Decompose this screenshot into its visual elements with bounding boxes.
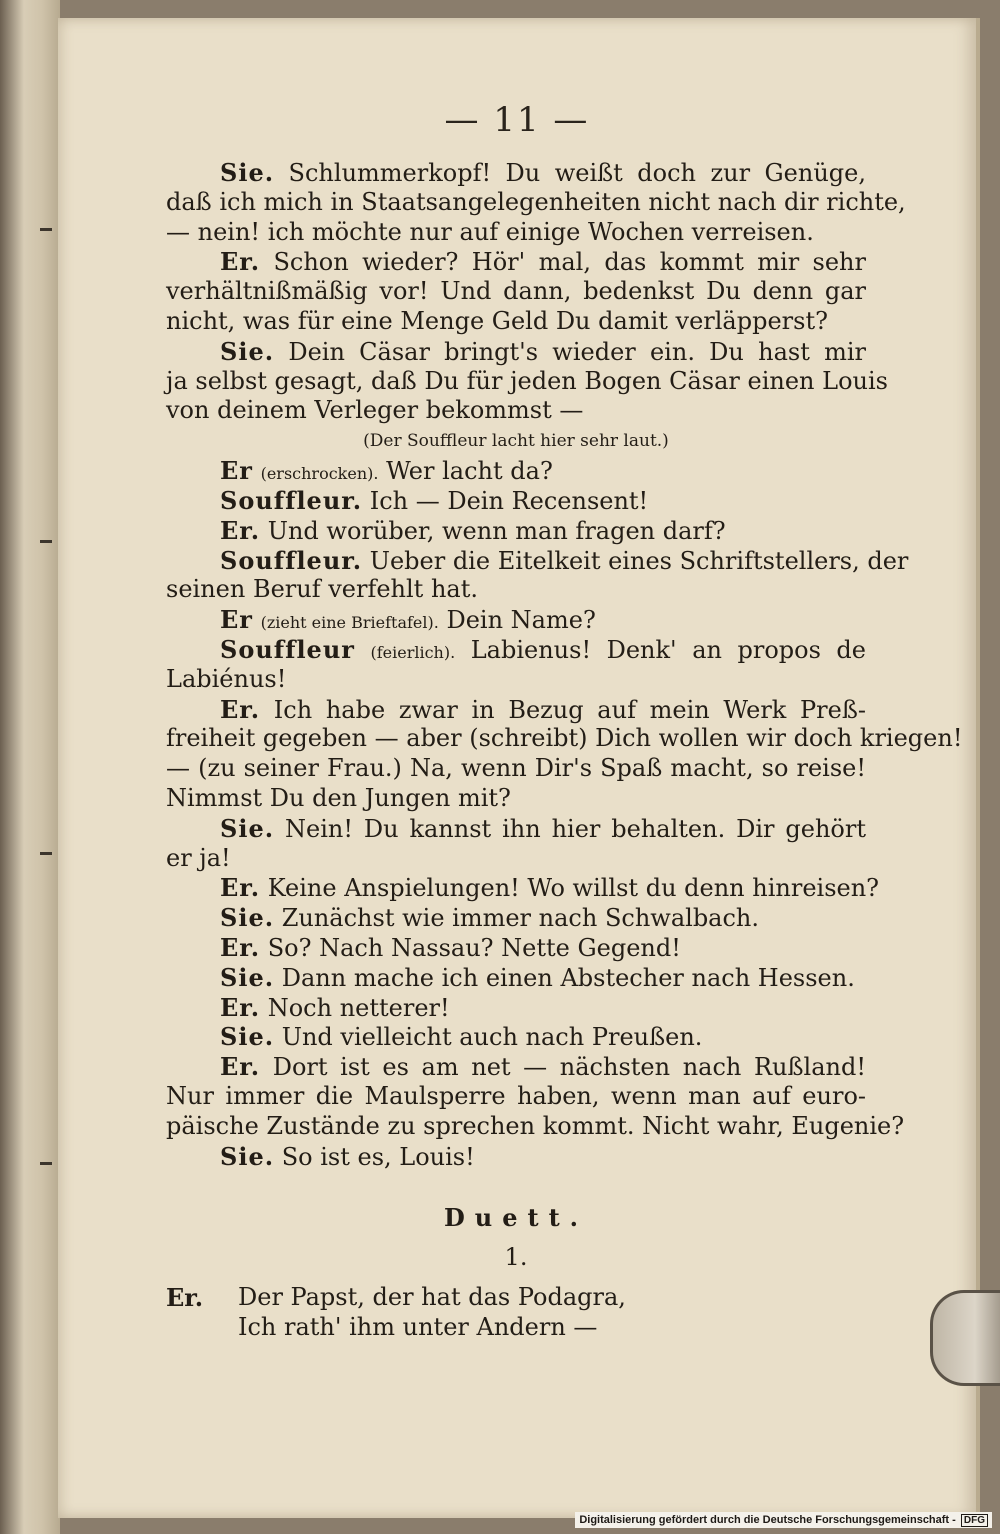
text-line — [166, 1082, 866, 1112]
verse-text: Der Papst, der hat das Podagra, — [238, 1283, 626, 1312]
text-line — [166, 545, 909, 576]
speaker-name: Er. — [220, 932, 261, 962]
line-text: Schon wieder? Hör' mal, das kommt mir sehr — [273, 248, 866, 277]
speaker-name: Er — [220, 456, 253, 486]
page-number: — 11 — — [444, 100, 590, 140]
line-text: Wer lacht da? — [386, 457, 553, 486]
speaker-name: Sie. — [220, 903, 275, 933]
line-text: — nein! ich möchte nur auf einige Wochen verreisen. — [166, 217, 814, 246]
scanner-thumb — [930, 1290, 1000, 1386]
speaker-name: Souffleur — [220, 634, 355, 664]
speaker-name: Er — [220, 605, 253, 635]
line-text: Dann mache ich einen Abstecher nach Hessen. — [281, 963, 855, 992]
page-text — [166, 158, 963, 1343]
dialogue-block-2 — [166, 456, 963, 1171]
line-text: Nein! Du kannst ihn hier behalten. Dir gehört — [284, 814, 866, 843]
verse-number: 1. — [504, 1243, 528, 1272]
footer-credit — [575, 1512, 992, 1528]
line-text: ja selbst gesagt, daß Du für jeden Bogen Cäsar einen Louis — [166, 366, 888, 395]
line-text: So? Nach Nassau? Nette Gegend! — [267, 933, 681, 962]
text-line — [166, 784, 866, 814]
speaker-name: Sie. — [220, 1141, 275, 1171]
text-line — [166, 605, 866, 635]
text-line — [166, 516, 866, 546]
line-text: von deinem Verleger bekommst — — [166, 396, 584, 425]
line-text: Nur immer die Maulsperre haben, wenn man auf euro- — [166, 1081, 866, 1110]
verse-text: Ich rath' ihm unter Andern — — [238, 1313, 598, 1342]
text-line — [166, 933, 866, 963]
text-line — [166, 814, 866, 844]
speaker-name: Sie. — [220, 158, 275, 187]
dfg-logo: DFG — [961, 1514, 988, 1527]
text-line — [166, 1052, 866, 1082]
line-text: Und vielleicht auch nach Preußen. — [281, 1023, 703, 1052]
text-line — [166, 844, 866, 874]
stage-note: (feierlich). — [370, 642, 456, 662]
book-page — [58, 18, 980, 1518]
stage-direction: (Der Souffleur lacht hier sehr laut.) — [363, 431, 669, 452]
text-line — [166, 754, 866, 784]
line-text: Dein Name? — [446, 606, 596, 635]
line-text: päische Zustände zu sprechen kommt. Nicht wahr, Eugenie? — [166, 1111, 905, 1140]
dialogue-block-1 — [166, 158, 906, 426]
text-line — [166, 247, 866, 277]
line-text: er ja! — [166, 843, 231, 872]
line-text: freiheit gegeben — aber (schreibt) Dich wollen wir doch kriegen! — [166, 724, 963, 753]
text-line — [166, 307, 866, 337]
text-line — [166, 665, 866, 695]
text-line — [166, 396, 866, 426]
line-text: Keine Anspielungen! Wo willst du denn hinreisen? — [267, 874, 880, 903]
speaker-name: Sie. — [220, 336, 275, 366]
line-text: Ich — Dein Recensent! — [369, 486, 649, 515]
binding-stitch — [40, 540, 52, 543]
stage-note: (erschrocken). — [260, 464, 379, 484]
line-text: seinen Beruf verfehlt hat. — [166, 575, 478, 604]
text-line — [166, 337, 866, 367]
text-line — [166, 903, 866, 933]
speaker-name — [166, 1313, 238, 1343]
speaker-name: Sie. — [220, 813, 275, 843]
line-text: Schlummerkopf! Du weißt doch zur Genüge, — [288, 159, 866, 187]
text-line — [166, 635, 866, 665]
line-text: Noch netterer! — [267, 993, 450, 1022]
speaker-name: Er. — [220, 992, 261, 1022]
stage-note: (zieht eine Brieftafel). — [260, 613, 439, 633]
speaker-name: Souffleur. — [220, 485, 363, 515]
speaker-name: Er. — [220, 515, 261, 545]
line-text: Labiénus! — [166, 664, 287, 693]
text-line — [166, 456, 866, 486]
text-line — [166, 187, 906, 218]
verse-line — [166, 1283, 866, 1313]
text-line — [166, 963, 866, 993]
text-line — [166, 1111, 905, 1142]
line-text: Nimmst Du den Jungen mit? — [166, 783, 511, 812]
line-text: nicht, was für eine Menge Geld Du damit verläpperst? — [166, 306, 828, 335]
text-line — [166, 366, 888, 397]
text-line — [166, 993, 866, 1023]
text-line — [166, 1022, 866, 1052]
line-text: So ist es, Louis! — [281, 1142, 475, 1171]
line-text: Ich habe zwar in Bezug auf mein Werk Preß- — [273, 695, 866, 724]
text-line — [166, 724, 963, 754]
line-text: Labienus! Denk' an propos de — [470, 635, 867, 664]
binding-stitch — [40, 852, 52, 855]
speaker-name: Sie. — [220, 1022, 275, 1052]
verse-line — [166, 1313, 866, 1343]
line-text: Dort ist es am net — nächsten nach Rußland! — [272, 1053, 866, 1082]
speaker-name: Er. — [220, 1052, 261, 1082]
line-text: Zunächst wie immer nach Schwalbach. — [281, 904, 760, 933]
line-text: Und worüber, wenn man fragen darf? — [267, 516, 726, 545]
text-line — [166, 695, 866, 725]
speaker-name: Sie. — [220, 962, 275, 992]
line-text: Ueber die Eitelkeit eines Schriftstellers, der — [369, 546, 909, 575]
text-line — [166, 277, 866, 307]
binding-stitch — [40, 228, 52, 231]
text-line — [166, 218, 866, 248]
text-line — [166, 486, 866, 516]
text-line — [166, 873, 880, 903]
line-text: Dein Cäsar bringt's wieder ein. Du hast mir — [288, 337, 866, 366]
speaker-name: Er. — [166, 1283, 204, 1313]
binding-stitch — [40, 1162, 52, 1165]
text-line — [166, 575, 866, 605]
text-line — [166, 158, 866, 188]
speaker-name: Er. — [220, 247, 261, 277]
verse-block — [166, 1283, 866, 1343]
footer-text: Digitalisierung gefördert durch die Deutsche Forschungsgemeinschaft - — [579, 1514, 956, 1526]
line-text: daß ich mich in Staatsangelegenheiten nicht nach dir richte, — [166, 187, 906, 216]
line-text: — (zu seiner Frau.) Na, wenn Dir's Spaß macht, so reise! — [166, 754, 866, 783]
section-title: Duett. — [443, 1203, 589, 1233]
text-line — [166, 1142, 866, 1172]
line-text: verhältnißmäßig vor! Und dann, bedenkst Du denn gar — [166, 277, 866, 306]
speaker-name: Er. — [220, 873, 261, 903]
speaker-name: Souffleur. — [220, 545, 363, 575]
speaker-name: Er. — [220, 694, 261, 724]
